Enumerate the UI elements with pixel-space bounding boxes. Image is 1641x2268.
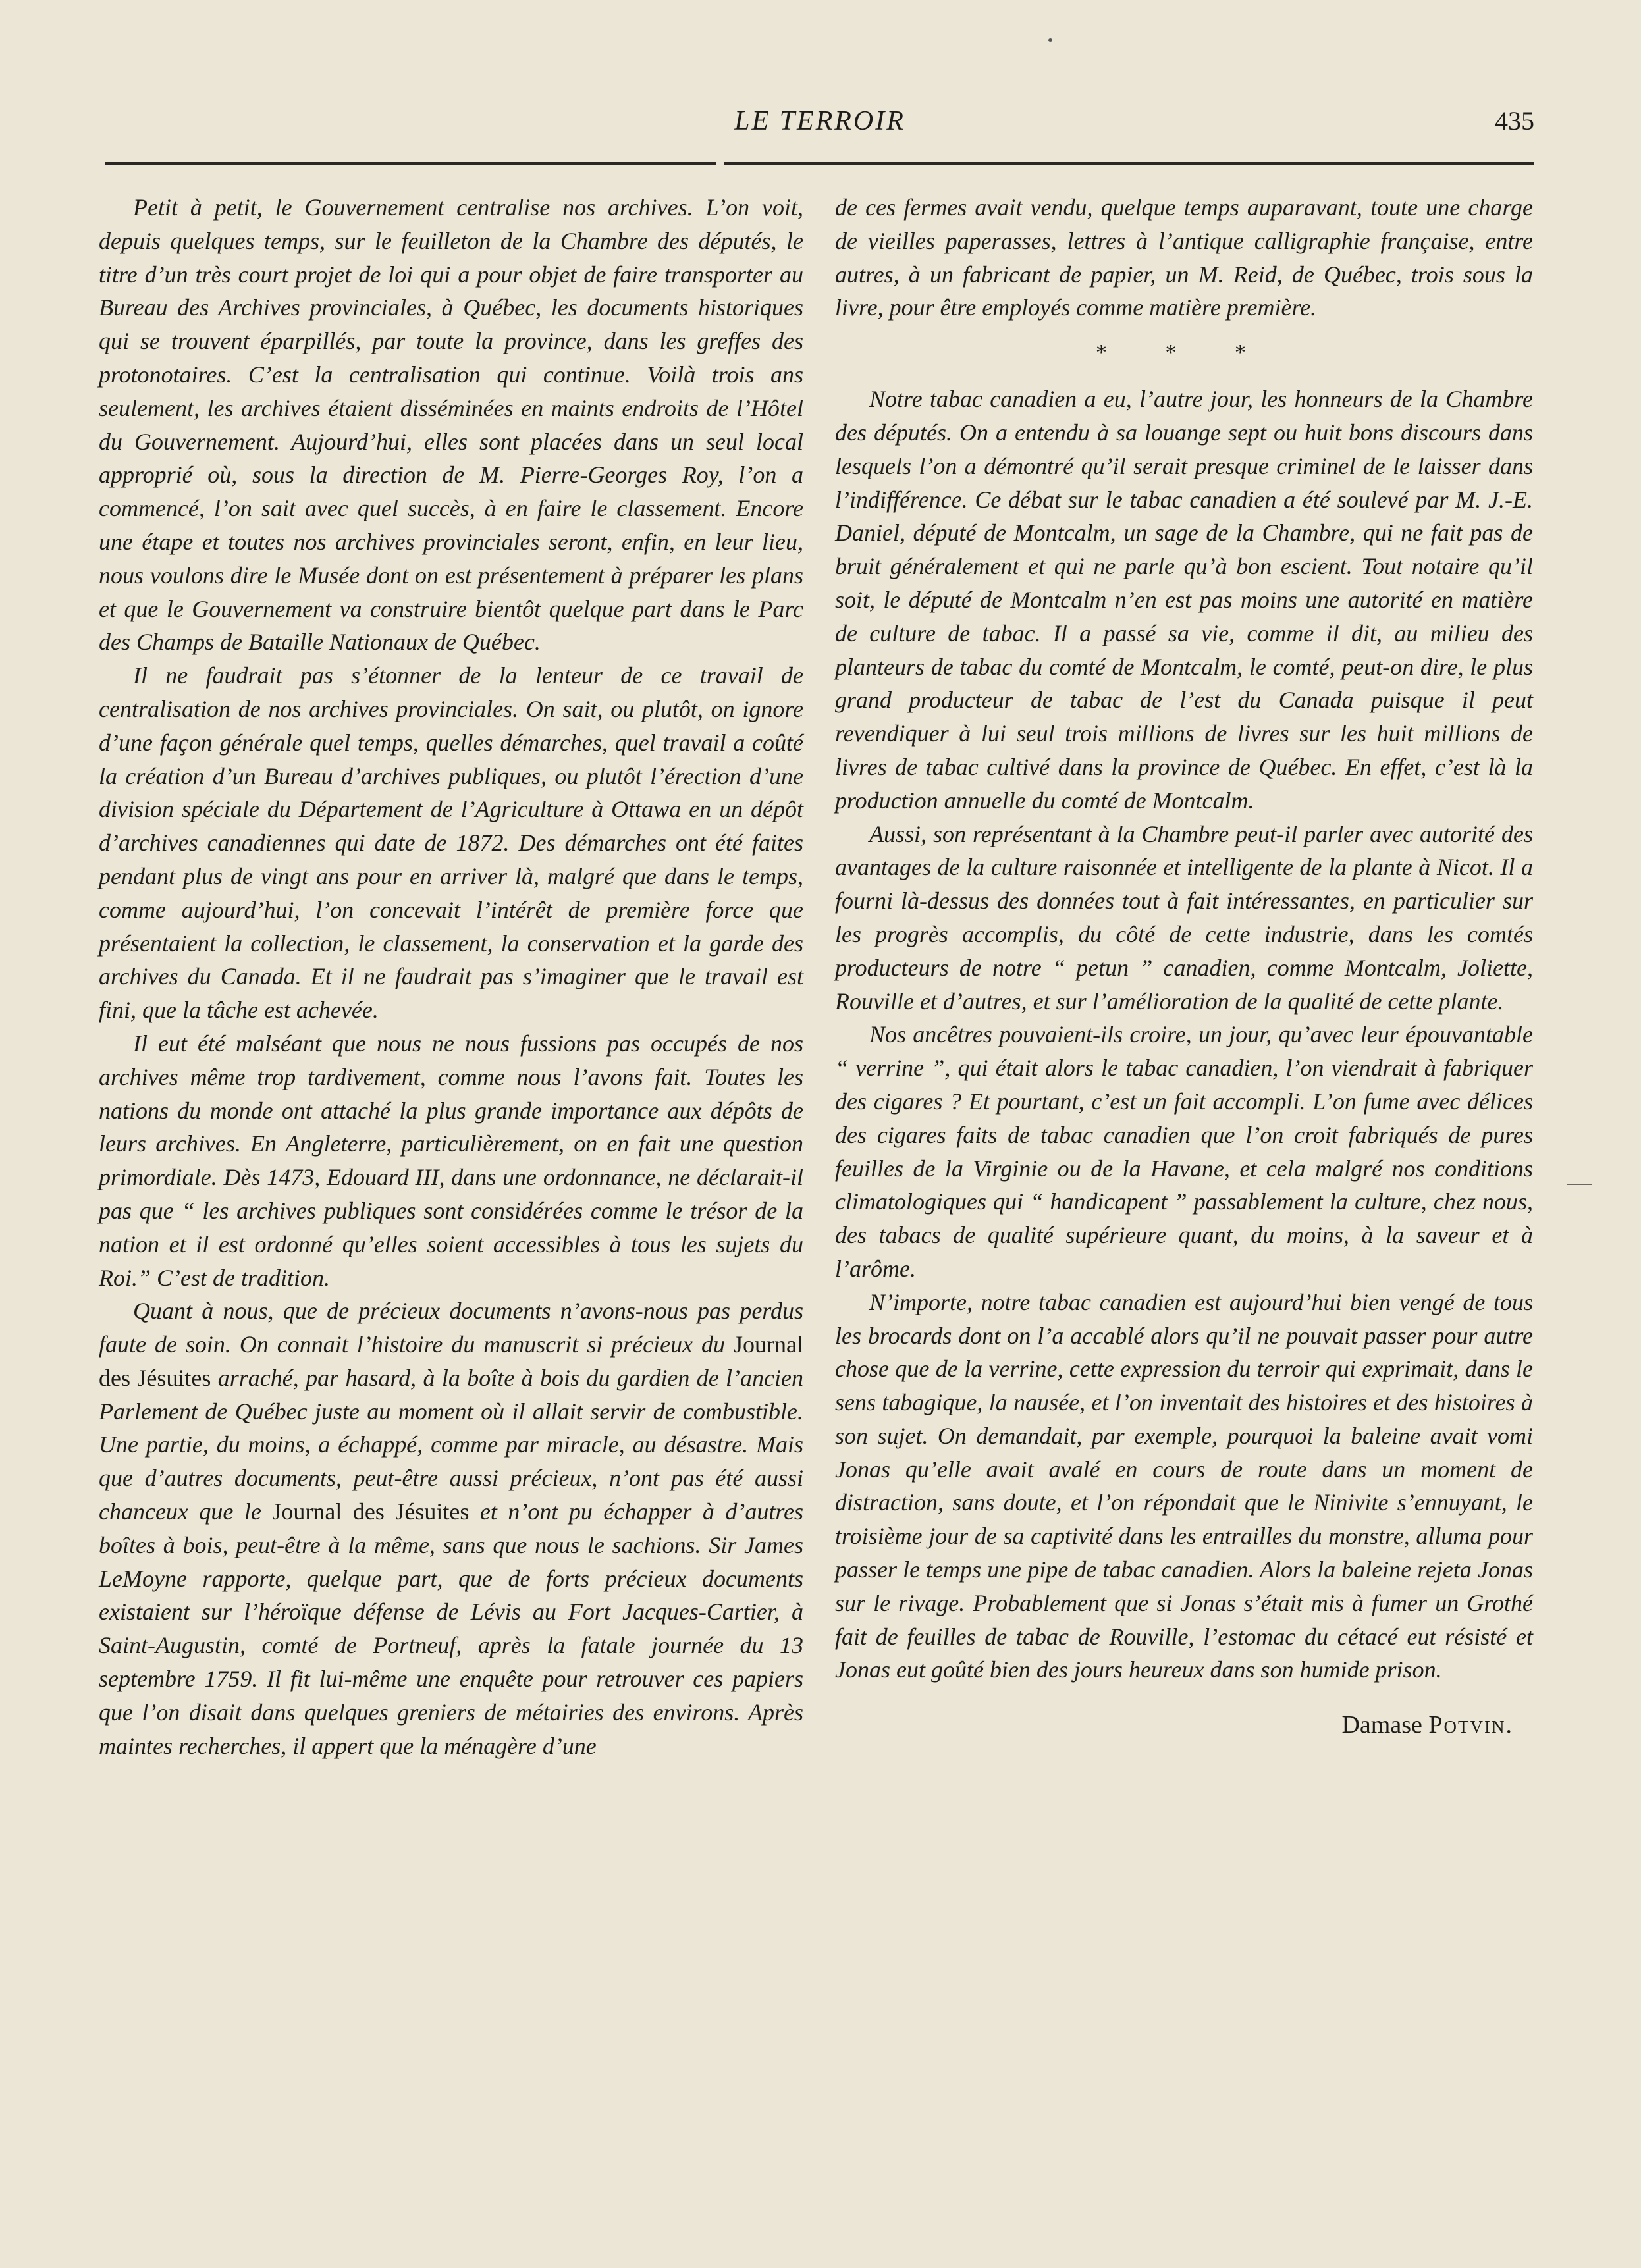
left-column	[99, 191, 803, 1762]
page-speck	[1048, 38, 1052, 42]
header-rule-left	[105, 162, 716, 165]
text-segment: arraché, par hasard, à la boîte à bois du gardien de l’ancien Parlement de Québec juste au moment où il allait servir de combustible. Une partie, du moins, a échappé, comme par miracle, au désastre. Mais que d’autres documents, peut-être aussi précieux, n’ont pas été aussi chanceux que le	[99, 1364, 804, 1525]
paragraph-tabac-canadien: Notre tabac canadien a eu, l’autre jour, les honneurs de la Chambre des députés. On a entendu à sa louange sept ou huit bons discours dans lesquels l’on a démontré qu’il serait presque criminel de le laisser dans l’indifférence. Ce débat sur le tabac canadien a été soulevé par M. J.-E. Daniel, député de Montcalm, un sage de la Chambre, qui ne fait pas de bruit généralement et qui ne parle qu’à bon escient. Tout notaire qu’il soit, le député de Montcalm n’en est pas moins une autorité en matière de culture de tabac. Il a passé sa vie, comme il dit, au milieu des planteurs de tabac du comté de Montcalm, le comté, peut-on dire, le plus grand producteur de tabac de l’est du Canada puisque il peut revendiquer à lui seul trois millions de livres sur les huit millions de livres de tabac cultivé dans la province de Québec. En effet, c’est là la production annuelle du comté de Montcalm.	[835, 386, 1533, 814]
text-segment: Quant à nous, que de précieux documents n’avons-nous pas perdus faute de soin. On connait l’histoire du manuscrit si précieux du	[99, 1298, 803, 1358]
journal-title-ref: Journal des Jésuites	[272, 1498, 470, 1525]
author-first-name: Damase	[1341, 1711, 1422, 1739]
journal-title-ref: Journal des Jésuites	[99, 1331, 803, 1391]
paragraph-continuation: de ces fermes avait vendu, quelque temps auparavant, toute une charge de vieilles paperasses, lettres à l’antique calligraphie française, entre autres, à un fabricant de papier, un M. Reid, de Québec, trois sous la livre, pour être employés comme matière première.	[835, 194, 1533, 321]
page-header	[105, 86, 1534, 158]
page-number: 435	[1495, 106, 1534, 136]
paragraph-nations-archives: Il eut été malséant que nous ne nous fussions pas occupés de nos archives même trop tardivement, comme nous l’avons fait. Toutes les nations du monde ont attaché la plus grande importance aux dépôts de leurs archives. En Angleterre, particulièrement, on en fait une question primordiale. Dès 1473, Edouard III, dans une ordonnance, ne déclarait-il pas que “ les archives publiques sont considérées comme le trésor de la nation et il est ordonné qu’elles soient accessibles à tous les sujets du Roi.” C’est de tradition.	[99, 1030, 803, 1291]
paragraph-archives-centralisation: Petit à petit, le Gouvernement centralise nos archives. L’on voit, depuis quelques temps, sur le feuilleton de la Chambre des députés, le titre d’un très court projet de loi qui a pour objet de faire transporter au Bureau des Archives provinciales, à Québec, les documents historiques qui se trouvent éparpillés, par toute la province, dans les greffes des protonotaires. C’est la centralisation qui continue. Voilà trois ans seulement, les archives étaient disséminées en maints endroits de l’Hôtel du Gouvernement. Aujourd’hui, elles sont placées dans un seul local approprié où, sous la direction de M. Pierre-Georges Roy, l’on a commencé, l’on sait avec quel succès, à en faire le classement. Encore une étape et toutes nos archives provinciales seront, enfin, en leur lieu, nous voulons dire le Musée dont on est présentement à préparer les plans et que le Gouvernement va construire bientôt quelque part dans le Parc des Champs de Bataille Nationaux de Québec.	[99, 194, 803, 656]
section-separator: * * *	[1096, 340, 1272, 365]
author-surname: Potvin.	[1428, 1711, 1513, 1739]
paragraph-ancetres: Nos ancêtres pouvaient-ils croire, un jour, qu’avec leur épouvantable “ verrine ”, qui était alors le tabac canadien, l’on viendrait à fabriquer des cigares ? Et pourtant, c’est un fait accompli. L’on fume avec délices des cigares faits de tabac canadien que l’on croit fabriqués de pures feuilles de la Virginie ou de la Havane, et cela malgré nos conditions climatologiques qui “ handicapent ” passablement la culture, chez nous, des tabacs de qualité supérieure quant, du moins, à la saveur et à l’arôme.	[835, 1021, 1533, 1282]
header-rule-right	[724, 162, 1534, 165]
paragraph-jonas: N’importe, notre tabac canadien est aujourd’hui bien vengé de tous les brocards dont on l’a accablé alors qu’il ne pouvait passer pour autre chose que de la verrine, cette expression du terroir qui exprimait, dans le sens tabagique, la nausée, et l’on inventait des histoires et des histoires à son sujet. On demandait, par exemple, pourquoi la baleine avait vomi Jonas qu’elle avait avalé en cours de route dans un moment de distraction, sans doute, et l’on répondait que le Ninivite s’ennuyant, le troisième jour de sa captivité dans les entrailles du monstre, alluma pour passer le temps une pipe de tabac canadien. Alors la baleine rejeta Jonas sur le rivage. Probablement que si Jonas s’était mis à fumer un Grothé fait de feuilles de tabac de Rouville, l’estomac du cétacé eut résisté et Jonas eut goûté bien des jours heureux dans son humide prison.	[835, 1288, 1533, 1683]
margin-mark	[1567, 1184, 1592, 1185]
running-title: LE TERROIR	[734, 106, 905, 136]
right-column	[835, 191, 1533, 1743]
author-signature	[835, 1706, 1533, 1743]
paragraph-documents-perdus	[99, 1294, 803, 1762]
paragraph-representant: Aussi, son représentant à la Chambre peut-il parler avec autorité des avantages de la culture raisonnée et intelligente de la plante à Nicot. Il a fourni là-dessus des données tout à fait intéressantes, en particulier sur les progrès accomplis, du côté de cette industrie, dans les comtés producteurs de notre “ petun ” canadien, comme Montcalm, Joliette, Rouville et d’autres, et sur l’amélioration de la qualité de cette plante.	[835, 820, 1533, 1015]
text-segment: et n’ont pu échapper à d’autres boîtes à bois, peut-être à la même, sans que nous le sachions. Sir James LeMoyne rapporte, quelque part, que de forts précieux documents existaient sur l’héroïque défense de Lévis au Fort Jacques-Cartier, à Saint-Augustin, comté de Portneuf, après la fatale journée du 13 septembre 1759. Il fit lui-même une enquête pour retrouver ces papiers que l’on disait dans quelques greniers de métairies des environs. Après maintes recherches, il appert que la ménagère d’une	[99, 1498, 804, 1759]
paragraph-lenteur: Il ne faudrait pas s’étonner de la lenteur de ce travail de centralisation de nos archives provinciales. On sait, ou plutôt, on ignore d’une façon générale quel temps, quelles démarches, quel travail a coûté la création d’un Bureau d’archives publiques, ou plutôt l’érection d’une division spéciale du Département de l’Agriculture à Ottawa en un dépôt d’archives canadiennes qui date de 1872. Des démarches ont été faites pendant plus de vingt ans pour en arriver là, malgré que dans le temps, comme aujourd’hui, l’on concevait l’intérêt de première force que présentaient la collection, le classement, la conservation et la garde des archives du Canada. Et il ne faudrait pas s’imaginer que le travail est fini, que la tâche est achevée.	[99, 662, 803, 1024]
